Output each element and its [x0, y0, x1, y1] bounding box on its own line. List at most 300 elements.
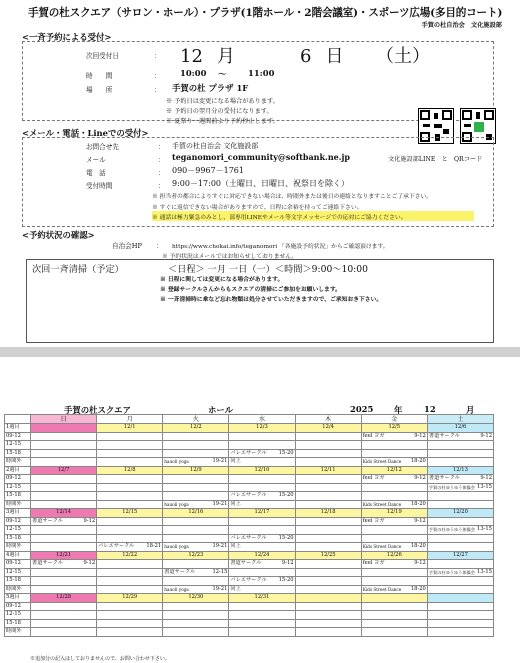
date-cell[interactable]: 12/3	[229, 424, 295, 433]
booking-name: 手賀の杜ゆうゆう体操会	[428, 484, 475, 490]
slot-row	[5, 526, 494, 535]
slot-label: 時間外	[5, 628, 31, 637]
booking-cell[interactable]	[31, 475, 97, 484]
booking-cell[interactable]	[295, 534, 361, 543]
date-cell[interactable]: 12/10	[229, 466, 295, 475]
slot-row	[5, 543, 494, 552]
booking-cell[interactable]	[361, 534, 427, 543]
booking-cell[interactable]	[31, 441, 97, 450]
booking-cell[interactable]	[163, 432, 229, 441]
booking-name: hauoli yoga	[164, 459, 189, 465]
booking-cell[interactable]	[295, 526, 361, 535]
booking-cell[interactable]	[427, 441, 493, 450]
booking-cell[interactable]	[427, 577, 493, 586]
booking-name: Kids Street Dance	[362, 586, 402, 592]
calendar-month: 12	[424, 404, 436, 414]
next-date-month: 12 月	[180, 46, 235, 67]
week-label: 3週目	[5, 509, 31, 518]
booking-cell[interactable]	[97, 611, 163, 620]
booking-name: 同上	[230, 500, 241, 507]
booking-cell[interactable]	[361, 568, 427, 577]
slot-row	[5, 560, 494, 569]
booking-entry	[164, 586, 227, 593]
booking-name: feel ヨガ	[362, 475, 385, 482]
slot-label: 09-12	[5, 432, 31, 441]
slot-label: 15-18	[5, 492, 31, 501]
booking-cell[interactable]	[427, 492, 493, 501]
booking-cell[interactable]	[295, 568, 361, 577]
booking-cell[interactable]	[97, 475, 163, 484]
date-cell[interactable]: 12/6	[427, 424, 493, 433]
hours-label: 受付時間	[86, 182, 113, 190]
facility-notice: 手賀の杜スクエア（サロン・ホール）・プラザ(1階ホール・2階会議室)・スポーツ広場(多目的コート) 手賀の杜自治会 文化施設部 <一斉予約による受付> 次回受付日 ： 12 月 6 日 （土） 時 間 ： 10:00 〜 11:00 場 所 ： 手賀の杜 プラザ 1F ※ 予約日は変更になる場合があります。 ※ 予約日の翌月分の受付になります。 ※ 夏祭り一週間前より予約停止します。 <メール・電話・Lineでの受付> お問合せ先 ： 手賀の杜自治会 文化施設部 メール ： teganomori_community@softbank.ne.jp 文化施設部LINE と QRコード 電 話 ： 090－9967－1761 受付時間 ： 9:00－17:00（土曜日、日曜日、祝祭日を除く） ※ 担当者の都合によりすぐに対応できない場合は、時間外または後日の連絡となりますことご了承下さい。 ※ すぐに返信できない場合がありますので、日程に余裕を持ってご連絡下さい。 ※ 通話は極力緊急のみとし、部専用LINEやメール等文字メッセージでの応対にご協力ください。 <予約状況の確認> 自治会HP ： https://www.chokai.info/teganomori 「各施設予約状況」からご確認頂けます。 ※ 予約状況はメールではお知らせしておりません。 次回一斉清掃（予定） ＜日程＞ 一月 一日（一）＜時間＞9:00〜10:00 ※ 日程に関しては変更になる場合があります。 ※ 登録サークルさんからもスクエアの清掃にご参加をお願いします。 ※ 一斉清掃時に傘など忘れ物類は処分させていただきますので、ご承知おき下さい。	[0, 0, 520, 345]
date-cell[interactable]: 12/13	[427, 466, 493, 475]
booking-name: Kids Street Dance	[362, 459, 402, 465]
booking-cell[interactable]	[31, 492, 97, 501]
booking-cell[interactable]	[361, 449, 427, 458]
booking-name: 手賀の杜ゆうゆう体操会	[428, 527, 475, 533]
booking-cell[interactable]	[163, 458, 229, 467]
booking-entry	[230, 543, 293, 550]
booking-cell[interactable]	[361, 458, 427, 467]
booking-cell[interactable]	[295, 475, 361, 484]
booking-cell[interactable]	[361, 619, 427, 628]
booking-time: 12-15	[212, 568, 228, 575]
booking-entry	[164, 458, 227, 465]
date-cell[interactable]: 12/21	[31, 551, 97, 560]
booking-time: 18-20	[410, 543, 426, 550]
date-cell[interactable]: 12/12	[361, 466, 427, 475]
booking-cell[interactable]	[97, 585, 163, 594]
booking-time: 19-21	[212, 500, 228, 507]
booking-cell[interactable]	[31, 611, 97, 620]
week-label: 2週目	[5, 466, 31, 475]
booking-cell[interactable]	[97, 458, 163, 467]
booking-time: 9-12	[480, 475, 492, 482]
booking-cell[interactable]	[361, 585, 427, 594]
booking-cell[interactable]	[163, 449, 229, 458]
booking-entry	[230, 586, 293, 593]
contact-note: ※ すぐに返信できない場合がありますので、日程に余裕を持ってご連絡下さい。	[152, 205, 363, 211]
date-cell[interactable]: 12/18	[295, 509, 361, 518]
booking-cell[interactable]	[97, 568, 163, 577]
booking-name: 書道サークル	[32, 560, 63, 567]
booking-cell[interactable]	[163, 602, 229, 611]
booking-cell[interactable]	[163, 517, 229, 526]
booking-cell[interactable]	[163, 441, 229, 450]
booking-cell[interactable]	[229, 492, 295, 501]
booking-cell[interactable]	[31, 449, 97, 458]
booking-time: 9-12	[414, 432, 426, 439]
booking-name: hauoli yoga	[164, 586, 189, 592]
date-cell[interactable]: 12/31	[229, 594, 295, 603]
slot-row	[5, 475, 494, 484]
booking-cell[interactable]	[31, 458, 97, 467]
booking-cell[interactable]	[97, 483, 163, 492]
date-cell[interactable]: 12/17	[229, 509, 295, 518]
booking-cell[interactable]	[295, 560, 361, 569]
booking-entry	[363, 501, 426, 508]
calendar-place: 手賀の杜スクエア	[64, 405, 131, 415]
booking-time: 18-21	[146, 543, 162, 550]
booking-cell[interactable]	[31, 628, 97, 637]
booking-cell[interactable]	[163, 577, 229, 586]
contact-value: 手賀の杜自治会 文化施設部	[172, 142, 259, 150]
booking-cell[interactable]	[295, 492, 361, 501]
booking-cell[interactable]	[295, 441, 361, 450]
booking-cell[interactable]	[163, 500, 229, 509]
booking-time: 15-20	[278, 577, 294, 584]
booking-cell[interactable]	[229, 585, 295, 594]
date-cell[interactable]: 12/30	[163, 594, 229, 603]
booking-time: 9-12	[83, 560, 96, 567]
booking-cell[interactable]	[163, 483, 229, 492]
booking-cell[interactable]	[229, 500, 295, 509]
booking-cell[interactable]	[31, 500, 97, 509]
booking-cell[interactable]	[427, 483, 493, 492]
date-cell[interactable]: 12/11	[295, 466, 361, 475]
slot-label: 時間外	[5, 585, 31, 594]
date-cell[interactable]: 12/22	[97, 551, 163, 560]
booking-cell[interactable]	[295, 619, 361, 628]
booking-cell[interactable]	[427, 534, 493, 543]
booking-cell[interactable]	[361, 500, 427, 509]
slot-label: 09-12	[5, 475, 31, 484]
date-cell[interactable]: 12/25	[295, 551, 361, 560]
booking-calendar	[4, 414, 494, 637]
booking-cell[interactable]	[427, 568, 493, 577]
booking-cell[interactable]	[163, 526, 229, 535]
booking-cell[interactable]	[295, 517, 361, 526]
booking-name: 書道サークル	[230, 560, 262, 567]
booking-cell[interactable]	[97, 543, 163, 552]
day-header: 土	[427, 415, 493, 424]
status-note: ※ 予約状況はメールではお知らせしておりません。	[162, 254, 298, 260]
booking-cell[interactable]	[427, 458, 493, 467]
booking-entry	[230, 560, 293, 567]
booking-cell[interactable]	[361, 517, 427, 526]
reservation-note: ※ 予約日の翌月分の受付になります。	[166, 108, 273, 115]
booking-cell[interactable]	[229, 628, 295, 637]
booking-cell[interactable]	[427, 432, 493, 441]
booking-cell[interactable]	[361, 432, 427, 441]
calendar-year: 2025	[350, 404, 374, 414]
date-cell[interactable]: 12/26	[361, 551, 427, 560]
date-cell[interactable]: 12/20	[427, 509, 493, 518]
date-cell[interactable]: 12/4	[295, 424, 361, 433]
booking-cell[interactable]	[229, 458, 295, 467]
booking-cell[interactable]	[427, 602, 493, 611]
slot-row	[5, 441, 494, 450]
slot-label: 時間外	[5, 500, 31, 509]
booking-entry	[429, 569, 492, 576]
date-cell[interactable]: 12/19	[361, 509, 427, 518]
booking-cell[interactable]	[163, 475, 229, 484]
booking-cell[interactable]	[295, 602, 361, 611]
booking-cell[interactable]	[31, 577, 97, 586]
booking-time: 18-20	[410, 585, 426, 592]
slot-label: 09-12	[5, 602, 31, 611]
booking-time: 19-21	[212, 543, 228, 550]
booking-cell[interactable]	[163, 619, 229, 628]
slot-row	[5, 577, 494, 586]
booking-cell[interactable]	[97, 500, 163, 509]
booking-cell[interactable]	[31, 517, 97, 526]
booking-cell[interactable]	[427, 517, 493, 526]
slot-row	[5, 432, 494, 441]
booking-entry	[230, 501, 293, 508]
booking-name: feel ヨガ	[362, 517, 385, 524]
booking-cell[interactable]	[229, 560, 295, 569]
date-cell[interactable]	[31, 424, 97, 433]
booking-entry	[32, 560, 95, 567]
booking-cell[interactable]	[97, 441, 163, 450]
booking-cell[interactable]	[31, 560, 97, 569]
booking-cell[interactable]	[361, 628, 427, 637]
booking-cell[interactable]	[427, 449, 493, 458]
booking-name: 同上	[230, 543, 241, 550]
booking-cell[interactable]	[97, 628, 163, 637]
slot-label: 12-15	[5, 526, 31, 535]
contact-note: ※ 担当者の都合によりすぐに対応できない場合は、時間外または後日の連絡となりますことご了承下さい。	[152, 194, 433, 200]
booking-cell[interactable]	[427, 585, 493, 594]
booking-cell[interactable]	[163, 611, 229, 620]
slot-label: 12-15	[5, 568, 31, 577]
booking-time: 9-12	[414, 475, 426, 482]
date-cell[interactable]: 12/29	[97, 594, 163, 603]
booking-cell[interactable]	[361, 560, 427, 569]
phone-number[interactable]: 090－9967－1761	[172, 166, 244, 175]
booking-cell[interactable]	[97, 526, 163, 535]
booking-cell[interactable]	[31, 585, 97, 594]
booking-time: 9-12	[281, 560, 294, 567]
booking-cell[interactable]	[31, 432, 97, 441]
booking-cell[interactable]	[229, 602, 295, 611]
booking-cell[interactable]	[361, 611, 427, 620]
booking-cell[interactable]	[427, 611, 493, 620]
booking-cell[interactable]	[229, 619, 295, 628]
booking-cell[interactable]	[427, 628, 493, 637]
booking-cell[interactable]	[229, 475, 295, 484]
next-cleaning-schedule: ＜日程＞ 一月 一日（一）＜時間＞9:00〜10:00	[168, 264, 368, 275]
booking-cell[interactable]	[31, 602, 97, 611]
booking-cell[interactable]	[163, 534, 229, 543]
date-cell[interactable]: 12/1	[97, 424, 163, 433]
booking-cell[interactable]	[163, 492, 229, 501]
booking-cell[interactable]	[361, 602, 427, 611]
slot-row	[5, 602, 494, 611]
booking-time: 18-20	[410, 458, 426, 465]
booking-cell[interactable]	[31, 619, 97, 628]
slot-row	[5, 628, 494, 637]
booking-cell[interactable]	[427, 543, 493, 552]
booking-time: 13-15	[477, 526, 492, 533]
date-cell[interactable]	[295, 594, 361, 603]
booking-cell[interactable]	[229, 568, 295, 577]
booking-cell[interactable]	[295, 449, 361, 458]
booking-name: 書道サークル	[428, 475, 460, 482]
booking-cell[interactable]	[97, 619, 163, 628]
date-cell[interactable]: 12/8	[97, 466, 163, 475]
booking-cell[interactable]	[361, 577, 427, 586]
next-date-day: 6 日	[300, 46, 344, 67]
organization-name: 手賀の杜自治会 文化施設部	[421, 22, 502, 29]
booking-cell[interactable]	[427, 560, 493, 569]
slot-row	[5, 458, 494, 467]
booking-cell[interactable]	[97, 492, 163, 501]
booking-cell[interactable]	[229, 483, 295, 492]
booking-time: 9-12	[83, 517, 96, 524]
booking-cell[interactable]	[229, 441, 295, 450]
slot-row	[5, 492, 494, 501]
booking-cell[interactable]	[31, 534, 97, 543]
booking-cell[interactable]	[97, 560, 163, 569]
date-cell[interactable]	[427, 594, 493, 603]
date-cell[interactable]: 12/24	[229, 551, 295, 560]
slot-label: 時間外	[5, 458, 31, 467]
booking-cell[interactable]	[361, 543, 427, 552]
date-cell[interactable]: 12/7	[31, 466, 97, 475]
calendar-year-unit: 年	[394, 405, 403, 415]
booking-entry	[98, 543, 161, 550]
email-link[interactable]: teganomori_community@softbank.ne.jp	[172, 152, 350, 162]
booking-entry	[429, 433, 492, 440]
booking-cell[interactable]	[295, 543, 361, 552]
date-cell[interactable]: 12/27	[427, 551, 493, 560]
booking-cell[interactable]	[295, 611, 361, 620]
date-cell[interactable]: 12/16	[163, 509, 229, 518]
booking-cell[interactable]	[361, 475, 427, 484]
date-cell[interactable]: 12/15	[97, 509, 163, 518]
date-cell[interactable]: 12/23	[163, 551, 229, 560]
booking-cell[interactable]	[229, 432, 295, 441]
booking-cell[interactable]	[295, 483, 361, 492]
booking-cell[interactable]	[361, 526, 427, 535]
place-value: 手賀の杜 プラザ 1F	[172, 83, 249, 93]
slot-label: 12-15	[5, 611, 31, 620]
booking-time: 19-21	[212, 458, 228, 465]
booking-name: 書道サークル	[32, 517, 63, 524]
booking-cell[interactable]	[427, 500, 493, 509]
slot-row	[5, 500, 494, 509]
status-label: 自治会HP	[112, 242, 142, 250]
booking-entry	[230, 458, 293, 465]
booking-cell[interactable]	[427, 619, 493, 628]
booking-cell[interactable]	[229, 449, 295, 458]
booking-cell[interactable]	[295, 458, 361, 467]
booking-name: feel ヨガ	[362, 560, 385, 567]
date-cell[interactable]: 12/9	[163, 466, 229, 475]
date-cell[interactable]: 12/28	[31, 594, 97, 603]
next-cleaning-note: ※ 登録サークルさんからもスクエアの清掃にご参加をお願いします。	[160, 287, 341, 293]
next-cleaning-note: ※ 一斉清掃時に傘など忘れ物類は処分させていただきますので、ご承知おき下さい。	[160, 297, 383, 303]
date-cell[interactable]: 12/2	[163, 424, 229, 433]
booking-cell[interactable]	[31, 483, 97, 492]
qr-caption: 文化施設部LINE と QRコード	[388, 156, 483, 163]
booking-cell[interactable]	[163, 560, 229, 569]
booking-time: 13-15	[477, 568, 492, 575]
booking-entry	[363, 518, 426, 525]
booking-cell[interactable]	[229, 611, 295, 620]
booking-name: バレエサークル	[230, 534, 267, 541]
day-header: 木	[295, 415, 361, 424]
booking-time: 15-20	[278, 449, 294, 456]
booking-cell[interactable]	[229, 526, 295, 535]
booking-cell[interactable]	[97, 432, 163, 441]
day-header: 水	[229, 415, 295, 424]
booking-name: 同上	[230, 585, 241, 592]
booking-cell[interactable]	[229, 577, 295, 586]
booking-cell[interactable]	[163, 543, 229, 552]
booking-cell[interactable]	[97, 534, 163, 543]
booking-entry	[363, 543, 426, 550]
booking-cell[interactable]	[295, 432, 361, 441]
slot-label: 09-12	[5, 560, 31, 569]
booking-cell[interactable]	[97, 577, 163, 586]
booking-cell[interactable]	[361, 483, 427, 492]
booking-cell[interactable]	[163, 585, 229, 594]
slot-row	[5, 517, 494, 526]
booking-cell[interactable]	[31, 543, 97, 552]
booking-cell[interactable]	[361, 441, 427, 450]
booking-cell[interactable]	[295, 585, 361, 594]
booking-cell[interactable]	[229, 543, 295, 552]
contact-note-highlighted: ※ 通話は極力緊急のみとし、部専用LINEやメール等文字メッセージでの応対にご協力ください。	[152, 215, 407, 221]
page-title: 手賀の杜スクエア（サロン・ホール）・プラザ(1階ホール・2階会議室)・スポーツ広場(多目的コート)	[28, 7, 503, 19]
booking-time: 9-12	[480, 432, 492, 439]
booking-cell[interactable]	[229, 534, 295, 543]
booking-cell[interactable]	[163, 628, 229, 637]
day-header: 月	[97, 415, 163, 424]
booking-cell[interactable]	[427, 526, 493, 535]
booking-cell[interactable]	[31, 526, 97, 535]
booking-entry	[230, 492, 293, 499]
booking-cell[interactable]	[97, 602, 163, 611]
booking-cell[interactable]	[229, 517, 295, 526]
date-cell[interactable]: 12/14	[31, 509, 97, 518]
booking-name: feel ヨガ	[362, 432, 385, 439]
booking-cell[interactable]	[295, 500, 361, 509]
booking-entry	[363, 433, 426, 440]
booking-cell[interactable]	[97, 517, 163, 526]
booking-name: 書道サークル	[164, 568, 196, 575]
time-start: 10:00	[180, 68, 207, 78]
booking-entry	[164, 569, 227, 576]
booking-time: 15-20	[278, 534, 294, 541]
booking-cell[interactable]	[295, 577, 361, 586]
week-label: 5週目	[5, 594, 31, 603]
booking-time: 19-21	[212, 585, 228, 592]
booking-cell[interactable]	[295, 628, 361, 637]
booking-cell[interactable]	[31, 568, 97, 577]
booking-time: 15-20	[278, 492, 294, 499]
slot-label: 15-18	[5, 449, 31, 458]
booking-cell[interactable]	[427, 475, 493, 484]
booking-cell[interactable]	[163, 568, 229, 577]
date-cell[interactable]	[361, 594, 427, 603]
reservation-section-title: <一斉予約による受付>	[22, 32, 112, 42]
contact-section-title: <メール・電話・Lineでの受付>	[22, 128, 149, 138]
booking-cell[interactable]	[97, 449, 163, 458]
status-link[interactable]: https://www.chokai.info/teganomori 「各施設予約状況」からご確認頂けます。	[172, 244, 389, 250]
date-cell[interactable]: 12/5	[361, 424, 427, 433]
slot-label: 15-18	[5, 534, 31, 543]
booking-name: hauoli yoga	[164, 544, 189, 550]
booking-cell[interactable]	[361, 492, 427, 501]
booking-entry	[230, 450, 293, 457]
slot-label: 12-15	[5, 483, 31, 492]
booking-name: Kids Street Dance	[362, 544, 402, 550]
